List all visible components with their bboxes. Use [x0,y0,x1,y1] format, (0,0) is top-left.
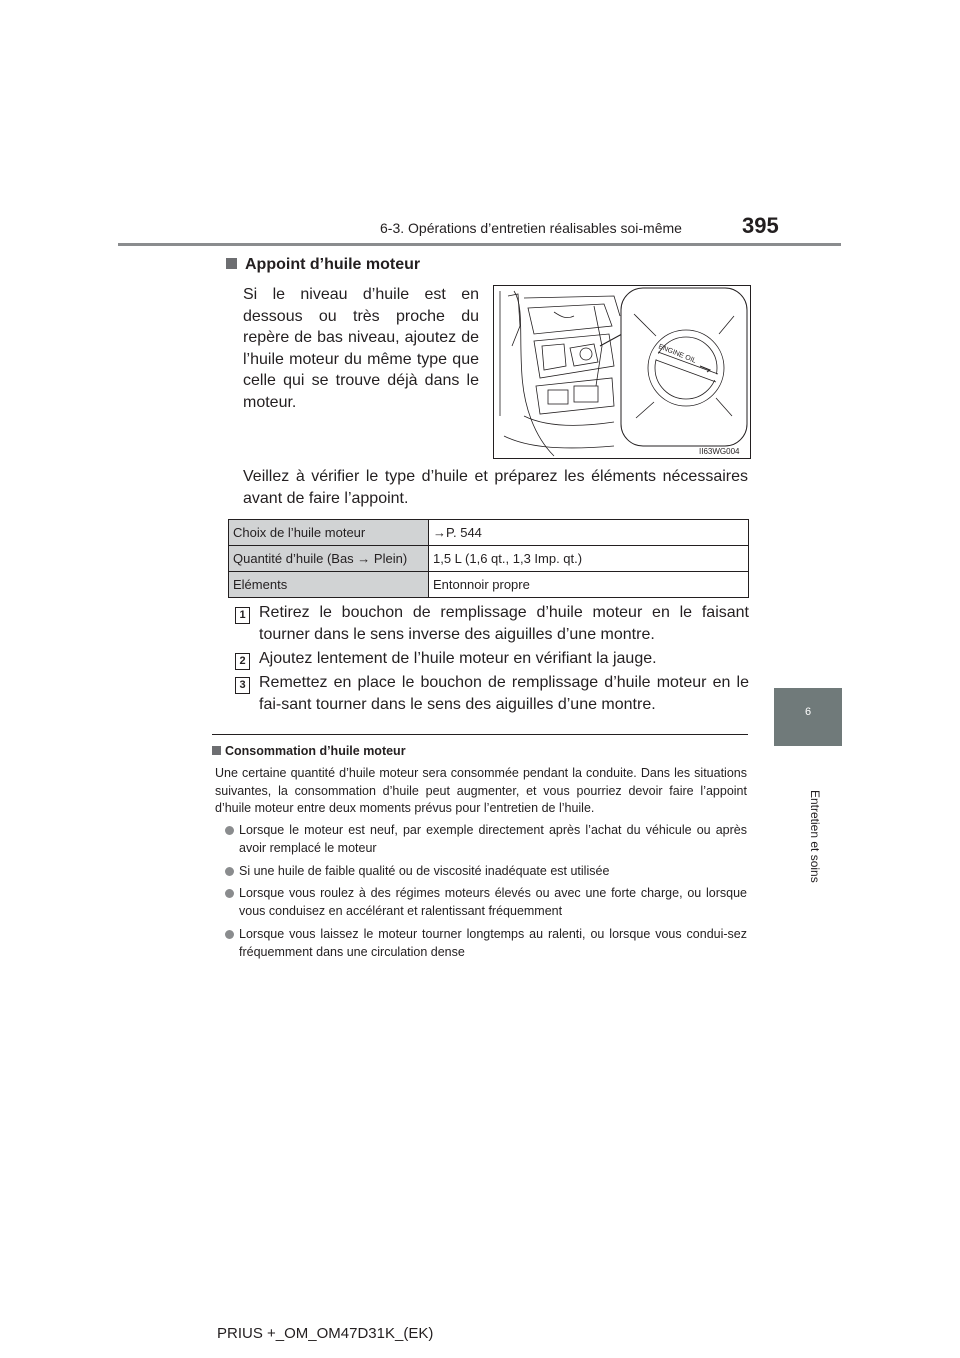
heading-text: Appoint d’huile moteur [245,256,421,273]
list-item-text: Lorsque vous roulez à des régimes moteurs élevés ou avec une forte charge, ou lorsque vous conduisez en accélérant et ralentissant fréquemment [239,886,747,918]
bullet-dot-icon [225,826,234,835]
section-heading-oil-top-up [226,256,420,274]
chapter-tab [774,688,842,746]
table-cell-value: Entonnoir propre [429,572,749,598]
step-number-badge: 2 [235,653,250,670]
header-rule [118,243,841,246]
square-bullet-icon [212,746,221,755]
list-item-text: Lorsque le moteur est neuf, par exemple directement après l’achat du véhicule ou après avoir remplacé le moteur [239,823,747,855]
oil-info-table [228,519,749,598]
consumption-paragraph: Une certaine quantité d’huile moteur sera consommée pendant la conduite. Dans les situations suivantes, la consommation d’huile peut augmenter, et vous pourriez devoir faire l’appoint d’huile moteur entre deux moments prévus pour l’entretien de l’huile. [215,766,747,815]
heading-text: Consommation d’huile moteur [225,744,406,758]
step-text: Remettez en place le bouchon de remplissage d’huile moteur en le fai-sant tourner dans le sens des aiguilles d’une montre. [259,674,749,713]
chapter-label: Entretien et soins [808,790,822,883]
table-cell-label: Eléments [229,572,429,598]
intro-paragraph: Si le niveau d’huile est en dessous ou très proche du repère de bas niveau, ajoutez de l’huile moteur du même type que celle qui se trouve déjà dans le moteur. [243,286,479,411]
bullet-dot-icon [225,867,234,876]
list-item-text: Lorsque vous laissez le moteur tourner longtemps au ralenti, ou lorsque vous condui-sez fréquemment dans une circulation dense [239,927,747,959]
table-cell-value: →P. 544 [429,520,749,546]
check-paragraph: Veillez à vérifier le type d’huile et préparez les éléments nécessaires avant de faire l’appoint. [243,468,748,507]
table-cell-label: Quantité d’huile (Bas → Plein) [229,546,429,572]
page-number: 395 [742,213,779,238]
section-title: 6-3. Opérations d’entretien réalisables soi-même [380,220,682,236]
step-text: Retirez le bouchon de remplissage d’huile moteur en le faisant tourner dans le sens inverse des aiguilles d’une montre. [259,604,749,643]
step-number-badge: 3 [235,677,250,694]
cap-label-text: ENGINE OIL [657,343,698,365]
table-cell-label: Choix de l’huile moteur [229,520,429,546]
square-bullet-icon [226,258,237,269]
engine-oil-cap-illustration [493,285,751,459]
table-row [229,572,749,598]
table-row [229,520,749,546]
chapter-number: 6 [804,706,812,718]
table-cell-value: 1,5 L (1,6 qt., 1,3 Imp. qt.) [429,546,749,572]
figure-code: II63WG004 [699,447,740,456]
engine-bay-drawing [494,286,750,458]
bullet-dot-icon [225,930,234,939]
section-heading-oil-consumption [212,744,406,758]
table-row [229,546,749,572]
bullet-dot-icon [225,889,234,898]
manual-code: PRIUS +_OM_OM47D31K_(EK) [217,1325,434,1342]
step-number-badge: 1 [235,607,250,624]
list-item-text: Si une huile de faible qualité ou de viscosité inadéquate est utilisée [239,864,610,878]
step-text: Ajoutez lentement de l’huile moteur en vérifiant la jauge. [259,650,657,667]
section-divider [212,734,748,735]
